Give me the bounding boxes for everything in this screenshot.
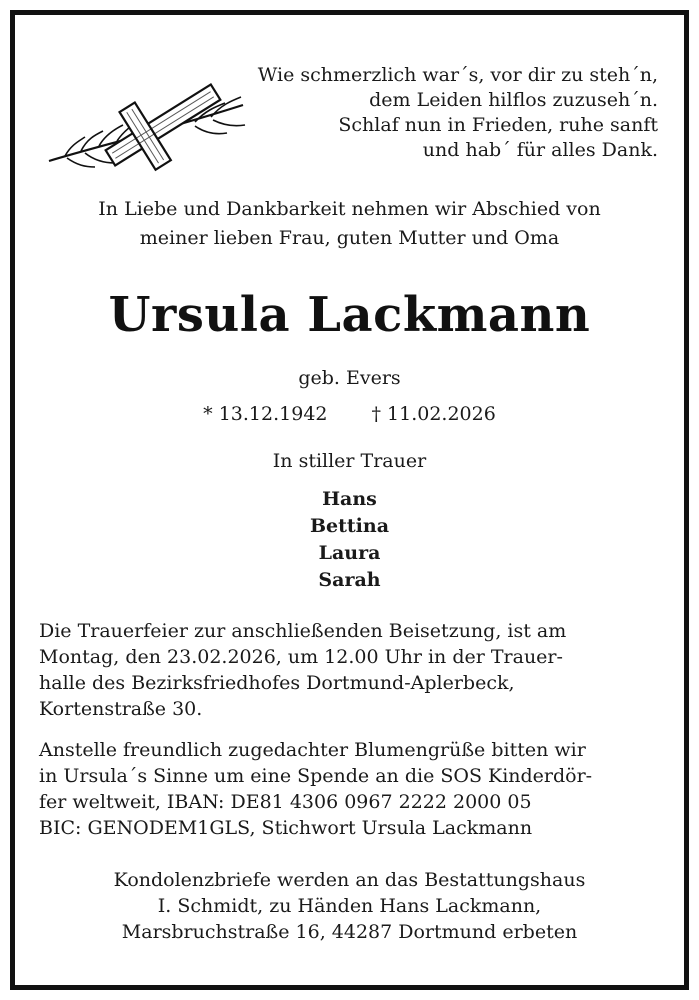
condolence-address — [15, 867, 684, 945]
death-date: † 11.02.2026 — [371, 403, 496, 425]
intro-line: In Liebe und Dankbarkeit nehmen wir Abschied von — [98, 198, 601, 220]
donation-line: in Ursula´s Sinne um eine Spende an die SOS Kinderdör- — [39, 765, 593, 787]
family-list — [15, 486, 684, 594]
life-dates — [15, 403, 684, 425]
maiden-name: geb. Evers — [298, 367, 401, 389]
poem-line: Schlaf nun in Frieden, ruhe sanft — [338, 114, 658, 136]
donation-line: BIC: GENODEM1GLS, Stichwort Ursula Lackmann — [39, 817, 533, 839]
donation-line: Anstelle freundlich zugedachter Blumengrüße bitten wir — [39, 739, 586, 761]
funeral-line: Die Trauerfeier zur anschließenden Beisetzung, ist am — [39, 620, 567, 642]
funeral-line: halle des Bezirksfriedhofes Dortmund-Aplerbeck, — [39, 672, 515, 694]
cross-with-palm-branch-icon — [45, 75, 255, 175]
poem-line: Wie schmerzlich war´s, vor dir zu steh´n, — [257, 64, 658, 86]
closing-line: Marsbruchstraße 16, 44287 Dortmund erbeten — [121, 921, 578, 943]
family-member: Hans — [322, 488, 377, 510]
family-member: Bettina — [309, 515, 390, 537]
closing-line: I. Schmidt, zu Händen Hans Lackmann, — [157, 895, 542, 917]
obituary-frame — [10, 10, 689, 990]
funeral-line: Kortenstraße 30. — [39, 698, 203, 720]
birth-date: * 13.12.1942 — [203, 403, 328, 425]
funeral-details — [39, 618, 664, 722]
family-member: Laura — [318, 542, 381, 564]
poem-line: und hab´ für alles Dank. — [422, 139, 658, 161]
donation-request — [39, 737, 664, 841]
donation-line: fer weltweit, IBAN: DE81 4306 0967 2222 2000 05 — [39, 791, 532, 813]
memorial-poem — [258, 63, 658, 163]
intro-line: meiner lieben Frau, guten Mutter und Oma — [139, 227, 560, 249]
closing-line: Kondolenzbriefe werden an das Bestattungshaus — [113, 869, 586, 891]
family-member: Sarah — [318, 569, 381, 591]
poem-line: dem Leiden hilflos zuzuseh´n. — [369, 89, 658, 111]
funeral-line: Montag, den 23.02.2026, um 12.00 Uhr in der Trauer- — [39, 646, 563, 668]
farewell-intro — [15, 195, 684, 253]
mourning-phrase: In stiller Trauer — [272, 450, 427, 472]
deceased-name: Ursula Lackmann — [108, 287, 591, 343]
